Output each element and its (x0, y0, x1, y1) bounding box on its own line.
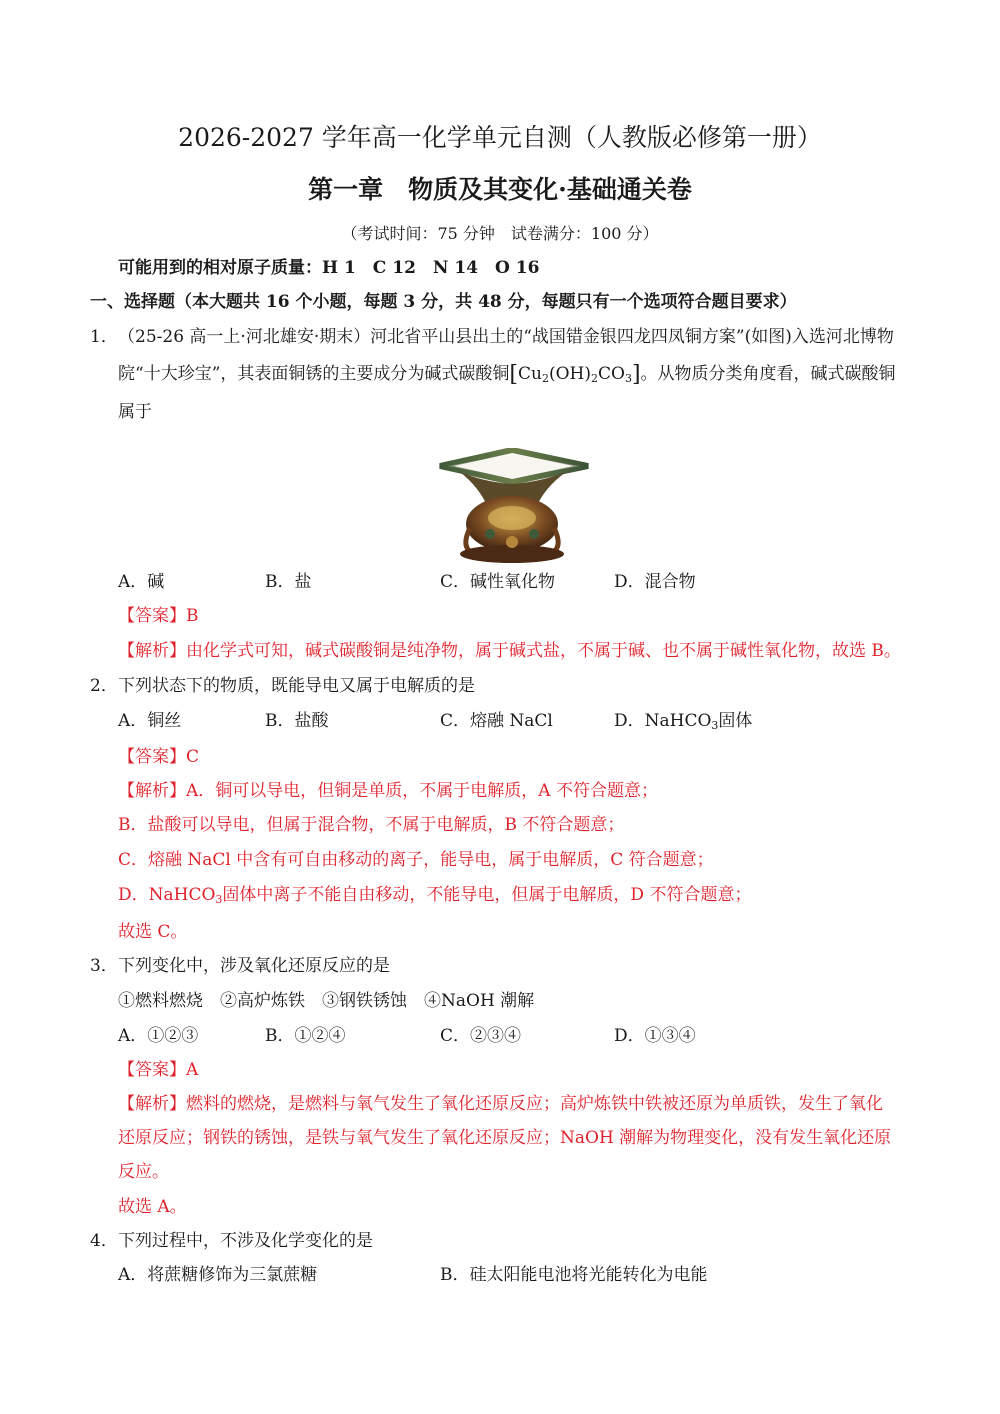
formula-co-sub: 3 (624, 372, 632, 385)
question-3-analysis-line2: 还原反应；钢铁的锈蚀，是铁与氧气发生了氧化还原反应；NaOH 潮解为物理变化，没有发生氧化还原 (118, 1128, 892, 1148)
analysis-text: A．铜可以导电，但铜是单质，不属于电解质，A 不符合题意； (186, 781, 658, 801)
question-2-option-c: C．熔融 NaCl (440, 711, 553, 731)
option-d-formula: NaHCO (644, 711, 712, 731)
question-2-number: 2． (90, 676, 118, 696)
question-2-analysis-a (118, 779, 658, 803)
exam-info: （考试时间：75 分钟 试卷满分：100 分） (341, 224, 659, 243)
question-2-option-d (614, 709, 752, 733)
question-2-conclusion: 故选 C。 (118, 922, 188, 942)
question-1-analysis (118, 639, 901, 663)
formula-oh-sub: 2 (590, 372, 598, 385)
analysis-text: 由化学式可知，碱式碳酸铜是纯净物，属于碱式盐，不属于碱、也不属于碱性氧化物，故选 B。 (186, 641, 901, 661)
option-d-text: 固体 (718, 711, 753, 731)
formula-bracket-close: ] (631, 362, 641, 387)
question-2-analysis-c: C．熔融 NaCl 中含有可自由移动的离子，能导电，属于电解质，C 符合题意； (118, 850, 714, 870)
formula-cu: Cu (517, 364, 542, 384)
option-d-formula-sub: 3 (711, 719, 719, 732)
analysis-label: 【解析】 (118, 1094, 186, 1114)
question-1-option-a: A．碱 (118, 572, 165, 592)
chapter-subtitle: 第一章 物质及其变化·基础通关卷 (308, 175, 692, 204)
question-4-stem: 下列过程中，不涉及化学变化的是 (118, 1231, 373, 1251)
question-1-stem-line2 (118, 362, 896, 387)
question-3-option-b: B．①②④ (265, 1026, 346, 1046)
question-3-number: 3． (90, 956, 118, 976)
question-3-stem: 下列变化中，涉及氧化还原反应的是 (118, 956, 390, 976)
analysis-d-formula: NaHCO (148, 885, 216, 905)
question-2-answer: 【答案】C (118, 747, 200, 767)
analysis-label: 【解析】 (118, 641, 186, 661)
section-title: 一、选择题（本大题共 16 个小题，每题 3 分，共 48 分，每题只有一个选项符合题目要求） (90, 292, 797, 312)
question-2-analysis-b: B．盐酸可以导电，但属于混合物，不属于电解质，B 不符合题意； (118, 815, 625, 835)
question-3-items: ①燃料燃烧 ②高炉炼铁 ③钢铁锈蚀 ④NaOH 潮解 (118, 991, 535, 1011)
question-2-option-b: B．盐酸 (265, 711, 329, 731)
stem-text: 。从物质分类角度看，碱式碳酸铜 (640, 364, 896, 384)
atomic-masses: 可能用到的相对原子质量：H 1 C 12 N 14 O 16 (118, 258, 540, 278)
stem-text: 院“十大珍宝”，其表面铜锈的主要成分为碱式碳酸铜 (118, 364, 510, 384)
option-d-label: D． (614, 711, 645, 731)
question-3-analysis-line1 (118, 1092, 883, 1116)
formula-cu-sub: 2 (541, 372, 549, 385)
formula-co: CO (597, 364, 625, 384)
question-1-option-d: D．混合物 (614, 572, 696, 592)
question-4-option-a: A．将蔗糖修饰为三氯蔗糖 (118, 1265, 318, 1285)
question-2-stem: 下列状态下的物质，既能导电又属于电解质的是 (118, 676, 475, 696)
analysis-d-formula-sub: 3 (215, 893, 223, 906)
question-4-option-b: B．硅太阳能电池将光能转化为电能 (440, 1265, 708, 1285)
question-3-conclusion: 故选 A。 (118, 1197, 187, 1217)
analysis-d-label: D． (118, 885, 149, 905)
question-2-option-a: A．铜丝 (118, 711, 182, 731)
question-1-option-c: C．碱性氧化物 (440, 572, 556, 592)
question-1-answer: 【答案】B (118, 606, 199, 626)
question-3-analysis-line3: 反应。 (118, 1162, 169, 1182)
question-1-number: 1． (90, 327, 118, 347)
question-3-option-d: D．①③④ (614, 1026, 696, 1046)
question-1-stem-line3: 属于 (118, 402, 152, 422)
analysis-label: 【解析】 (118, 781, 186, 801)
analysis-d-text: 固体中离子不能自由移动，不能导电，但属于电解质，D 不符合题意； (222, 885, 752, 905)
formula-oh: (OH) (548, 364, 591, 384)
question-4-number: 4． (90, 1231, 118, 1251)
question-1-stem-line1: （25-26 高一上·河北雄安·期末）河北省平山县出土的“战国错金银四龙四凤铜方案”(如图)入选河北博物 (118, 327, 894, 347)
question-3-answer: 【答案】A (118, 1060, 199, 1080)
question-1-option-b: B．盐 (265, 572, 312, 592)
analysis-text: 燃料的燃烧，是燃料与氧气发生了氧化还原反应；高炉炼铁中铁被还原为单质铁，发生了氧化 (186, 1094, 883, 1114)
bronze-table-image (430, 448, 595, 566)
formula-bracket-open: [ (509, 362, 518, 387)
question-3-option-c: C．②③④ (440, 1026, 522, 1046)
question-2-analysis-d (118, 883, 751, 907)
page-title: 2026-2027 学年高一化学单元自测（人教版必修第一册） (178, 123, 822, 152)
question-3-option-a: A．①②③ (118, 1026, 199, 1046)
